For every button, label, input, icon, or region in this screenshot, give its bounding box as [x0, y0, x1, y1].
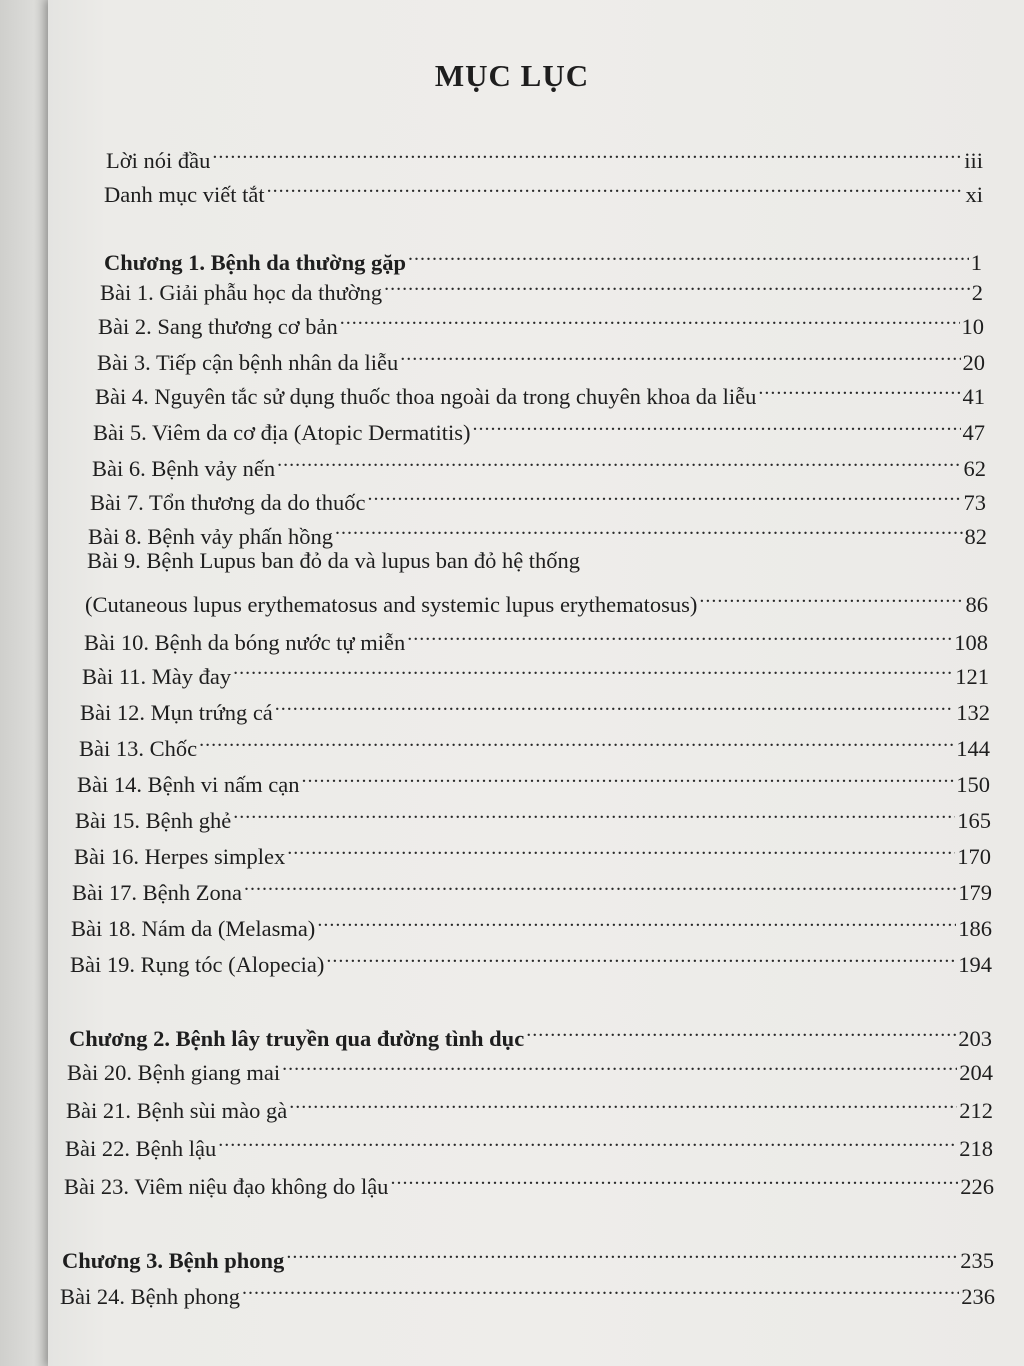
toc-entry-label: Bài 18. Nám da (Melasma): [71, 916, 316, 941]
toc-entry-row: [97, 336, 985, 375]
toc-entry-row: [104, 168, 983, 207]
dot-leader: [384, 266, 970, 300]
toc-page-number: 226: [960, 1174, 994, 1199]
toc-page-number: 86: [965, 592, 988, 617]
dot-leader: [218, 1122, 957, 1156]
toc-page-number: 41: [962, 384, 985, 409]
toc-page-number: 235: [960, 1248, 994, 1273]
toc-entry-label: Bài 10. Bệnh da bóng nước tự miễn: [84, 630, 406, 655]
dot-leader: [289, 1084, 957, 1118]
toc-chapter-row: [62, 1234, 994, 1273]
toc-entry-label: Bài 22. Bệnh lậu: [65, 1136, 217, 1161]
toc-page-number: 73: [963, 490, 986, 515]
toc-entry-row: [67, 1046, 993, 1085]
toc-page-number: 218: [959, 1136, 993, 1161]
toc-entry-row: [82, 650, 989, 689]
toc-entry-label: Danh mục viết tắt: [104, 182, 265, 207]
toc-entry-row: [85, 578, 988, 617]
toc-entry-row: [72, 866, 992, 905]
toc-entry-row: [75, 794, 991, 833]
toc-page-number: iii: [964, 148, 983, 173]
toc-entry-row: [90, 476, 986, 515]
toc-entry-row: [66, 1084, 993, 1123]
dot-leader: [758, 370, 960, 404]
toc-entry-label: Bài 12. Mụn trứng cá: [80, 700, 273, 725]
toc-entry-label: Bài 7. Tổn thương da do thuốc: [90, 490, 366, 515]
toc-entry-row: [95, 370, 985, 409]
dot-leader: [244, 866, 956, 900]
toc-entry-row: [100, 266, 983, 305]
dot-leader: [212, 134, 962, 168]
toc-page-number: 236: [961, 1284, 995, 1309]
dot-leader: [326, 938, 956, 972]
dot-leader: [282, 1046, 957, 1080]
toc-entry-row: [64, 1160, 994, 1199]
dot-leader: [242, 1270, 959, 1304]
page-title: MỤC LỤC: [434, 58, 590, 93]
toc-entry-row: [60, 1270, 995, 1309]
toc-entry-label: Bài 8. Bệnh vảy phấn hồng: [88, 524, 333, 549]
toc-chapter-row: [69, 1012, 992, 1051]
dot-leader: [368, 476, 962, 510]
toc-entry-label: Bài 2. Sang thương cơ bản: [98, 314, 338, 339]
dot-leader: [286, 1234, 958, 1268]
toc-entry-label: Bài 1. Giải phẫu học da thường: [100, 280, 383, 305]
dot-leader: [275, 686, 954, 720]
toc-entry-row: [84, 616, 988, 655]
toc-page-number: 132: [956, 700, 990, 725]
dot-leader: [400, 336, 960, 370]
dot-leader: [199, 722, 954, 756]
dot-leader: [233, 794, 955, 828]
toc-entry-label: Bài 15. Bệnh ghẻ: [75, 808, 232, 833]
dot-leader: [699, 578, 963, 612]
toc-entry-label: Bài 16. Herpes simplex: [74, 844, 286, 869]
dot-leader: [473, 406, 961, 440]
dot-leader: [277, 442, 961, 476]
toc-entry-row: [106, 134, 983, 173]
toc-page-number: 82: [964, 524, 987, 549]
toc-page-number: 204: [959, 1060, 993, 1085]
toc-page-number: 203: [958, 1026, 992, 1051]
toc-entry-label: Bài 21. Bệnh sùi mào gà: [66, 1098, 288, 1123]
toc-entry-row: [93, 406, 985, 445]
toc-page-number: 62: [963, 456, 986, 481]
dot-leader: [526, 1012, 956, 1046]
toc-page-number: 212: [959, 1098, 993, 1123]
dot-leader: [390, 1160, 958, 1194]
toc-entry-label: Bài 13. Chốc: [79, 736, 198, 761]
toc-page-number: 194: [958, 952, 992, 977]
toc-page-number: 2: [971, 280, 983, 305]
dot-leader: [267, 168, 964, 202]
toc-page-number: 121: [955, 664, 989, 689]
toc-entry-row: [70, 938, 992, 977]
toc-entry-label: Bài 23. Viêm niệu đạo không do lậu: [64, 1174, 389, 1199]
toc-entry-row: [92, 442, 986, 481]
toc-page-number: 165: [957, 808, 991, 833]
toc-entry-label: Chương 1. Bệnh da thường gặp: [104, 250, 407, 275]
toc-chapter-row: [104, 236, 982, 275]
toc-entry-label: Bài 9. Bệnh Lupus ban đỏ da và lupus ban đỏ hệ thống: [87, 548, 581, 573]
toc-entry-label: Bài 11. Mày đay: [82, 664, 232, 689]
toc-entry-label: Chương 3. Bệnh phong: [62, 1248, 285, 1273]
toc-entry-row: [98, 300, 984, 339]
dot-leader: [335, 510, 963, 544]
dot-leader: [407, 616, 952, 650]
toc-entry-label: Bài 20. Bệnh giang mai: [67, 1060, 281, 1085]
toc-entry-row: [80, 686, 990, 725]
toc-entry-label: Bài 4. Nguyên tắc sử dụng thuốc thoa ngoài da trong chuyên khoa da liễu: [95, 384, 757, 409]
toc-page-number: 186: [958, 916, 992, 941]
dot-leader: [233, 650, 953, 684]
toc-page-number: 144: [956, 736, 990, 761]
toc-page-number: 170: [957, 844, 991, 869]
toc-entry-row: [71, 902, 992, 941]
toc-entry-row: [79, 722, 990, 761]
toc-page-number: 108: [954, 630, 988, 655]
dot-leader: [301, 758, 954, 792]
toc-page-number: xi: [965, 182, 983, 207]
toc-entry-row: [74, 830, 991, 869]
dot-leader: [317, 902, 956, 936]
toc-entry-row: [87, 544, 987, 578]
toc-page-number: 47: [962, 420, 985, 445]
toc-entry-label: Bài 3. Tiếp cận bệnh nhân da liễu: [97, 350, 399, 375]
dot-leader: [287, 830, 955, 864]
toc-entry-label: Bài 19. Rụng tóc (Alopecia): [70, 952, 325, 977]
toc-entry-label: Bài 17. Bệnh Zona: [72, 880, 242, 905]
toc-page-number: 179: [958, 880, 992, 905]
toc-entry-label: Bài 5. Viêm da cơ địa (Atopic Dermatitis): [93, 420, 471, 445]
toc-page-number: 20: [962, 350, 985, 375]
toc-page-number: 150: [956, 772, 990, 797]
toc-entry-label: Bài 14. Bệnh vi nấm cạn: [77, 772, 300, 797]
toc-entry-label: Bài 24. Bệnh phong: [60, 1284, 240, 1309]
dot-leader: [340, 300, 960, 334]
toc-entry-label: Chương 2. Bệnh lây truyền qua đường tình dục: [69, 1026, 525, 1051]
toc-entry-label: (Cutaneous lupus erythematosus and systemic lupus erythematosus): [85, 592, 698, 617]
toc-entry-label: Lời nói đầu: [106, 148, 211, 173]
toc-page-number: 10: [961, 314, 984, 339]
toc-page-number: 1: [970, 250, 982, 275]
toc-entry-row: [77, 758, 990, 797]
dot-leader: [408, 236, 969, 270]
toc-entry-label: Bài 6. Bệnh vảy nến: [92, 456, 276, 481]
toc-entry-row: [65, 1122, 993, 1161]
toc-entry-row: [88, 510, 987, 549]
